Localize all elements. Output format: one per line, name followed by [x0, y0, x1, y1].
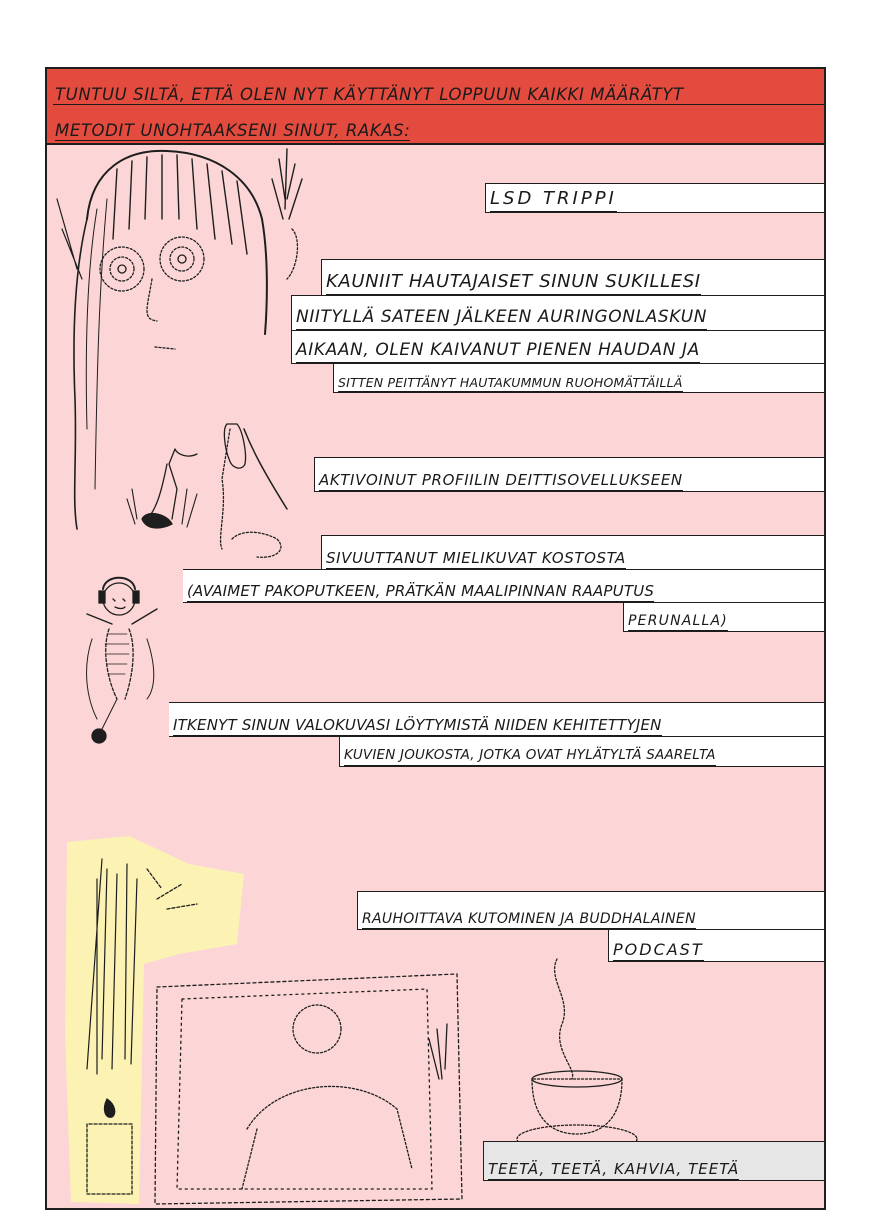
item-funeral-line-4	[333, 363, 826, 393]
item-funeral-line-4-text: SITTEN PEITTÄNYT HAUTAKUMMUN RUOHOMÄTTÄILLÄ	[338, 376, 683, 392]
item-revenge-line-3	[623, 602, 826, 632]
header-line-2-text: METODIT UNOHTAAKSENI SINUT, RAKAS:	[55, 121, 411, 140]
burying-person-drawing	[127, 424, 287, 557]
item-funeral-line-3	[291, 330, 826, 364]
item-revenge-line-2	[183, 569, 826, 603]
item-lsd-trip	[485, 183, 826, 213]
item-tea-text: TEETÄ, TEETÄ, KAHVIA, TEETÄ	[488, 1161, 739, 1180]
item-revenge-line-1-text: SIVUUTTANUT MIELIKUVAT KOSTOSTA	[326, 550, 626, 569]
item-knitting-line-1	[357, 891, 826, 930]
item-lsd-trip-text: LSD TRIPPI	[490, 189, 617, 212]
item-revenge-line-1	[321, 535, 826, 570]
item-knitting-line-2	[608, 929, 826, 962]
headphones-person-drawing	[87, 578, 157, 743]
coffee-cup-drawing	[517, 959, 637, 1153]
item-photo-line-1	[169, 702, 826, 737]
item-tea	[483, 1141, 826, 1181]
item-photo-line-2-text: KUVIEN JOUKOSTA, JOTKA OVAT HYLÄTYLTÄ SAARELTA	[344, 748, 716, 766]
comic-panel	[45, 67, 826, 1210]
photo-frame-drawing	[155, 974, 462, 1204]
candle-drawing	[87, 859, 197, 1194]
item-knitting-line-2-text: PODCAST	[613, 941, 704, 961]
item-funeral-line-2-text: NIITYLLÄ SATEEN JÄLKEEN AURINGONLASKUN	[296, 308, 707, 330]
item-revenge-line-3-text: PERUNALLA)	[628, 613, 728, 631]
item-photo-line-1-text: ITKENYT SINUN VALOKUVASI LÖYTYMISTÄ NIIDEN KEHITETTYJEN	[173, 717, 662, 736]
item-knitting-line-1-text: RAUHOITTAVA KUTOMINEN JA BUDDHALAINEN	[362, 911, 696, 929]
item-revenge-line-2-text: (AVAIMET PAKOPUTKEEN, PRÄTKÄN MAALIPINNAN RAAPUTUS	[187, 583, 654, 602]
item-funeral-line-2	[291, 295, 826, 331]
item-funeral-line-3-text: AIKAAN, OLEN KAIVANUT PIENEN HAUDAN JA	[296, 341, 700, 363]
illustrations	[47, 69, 826, 1210]
item-funeral-line-1	[321, 259, 826, 296]
item-funeral-line-1-text: KAUNIIT HAUTAJAISET SINUN SUKILLESI	[326, 272, 701, 295]
item-photo-line-2	[339, 736, 826, 767]
header-line-1: TUNTUU SILTÄ, ETTÄ OLEN NYT KÄYTTÄNYT LOPPUUN KAIKKI MÄÄRÄTYT	[53, 85, 824, 105]
item-dating-app-text: AKTIVOINUT PROFIILIN DEITTISOVELLUKSEEN	[319, 472, 683, 491]
item-dating-app	[314, 457, 826, 492]
